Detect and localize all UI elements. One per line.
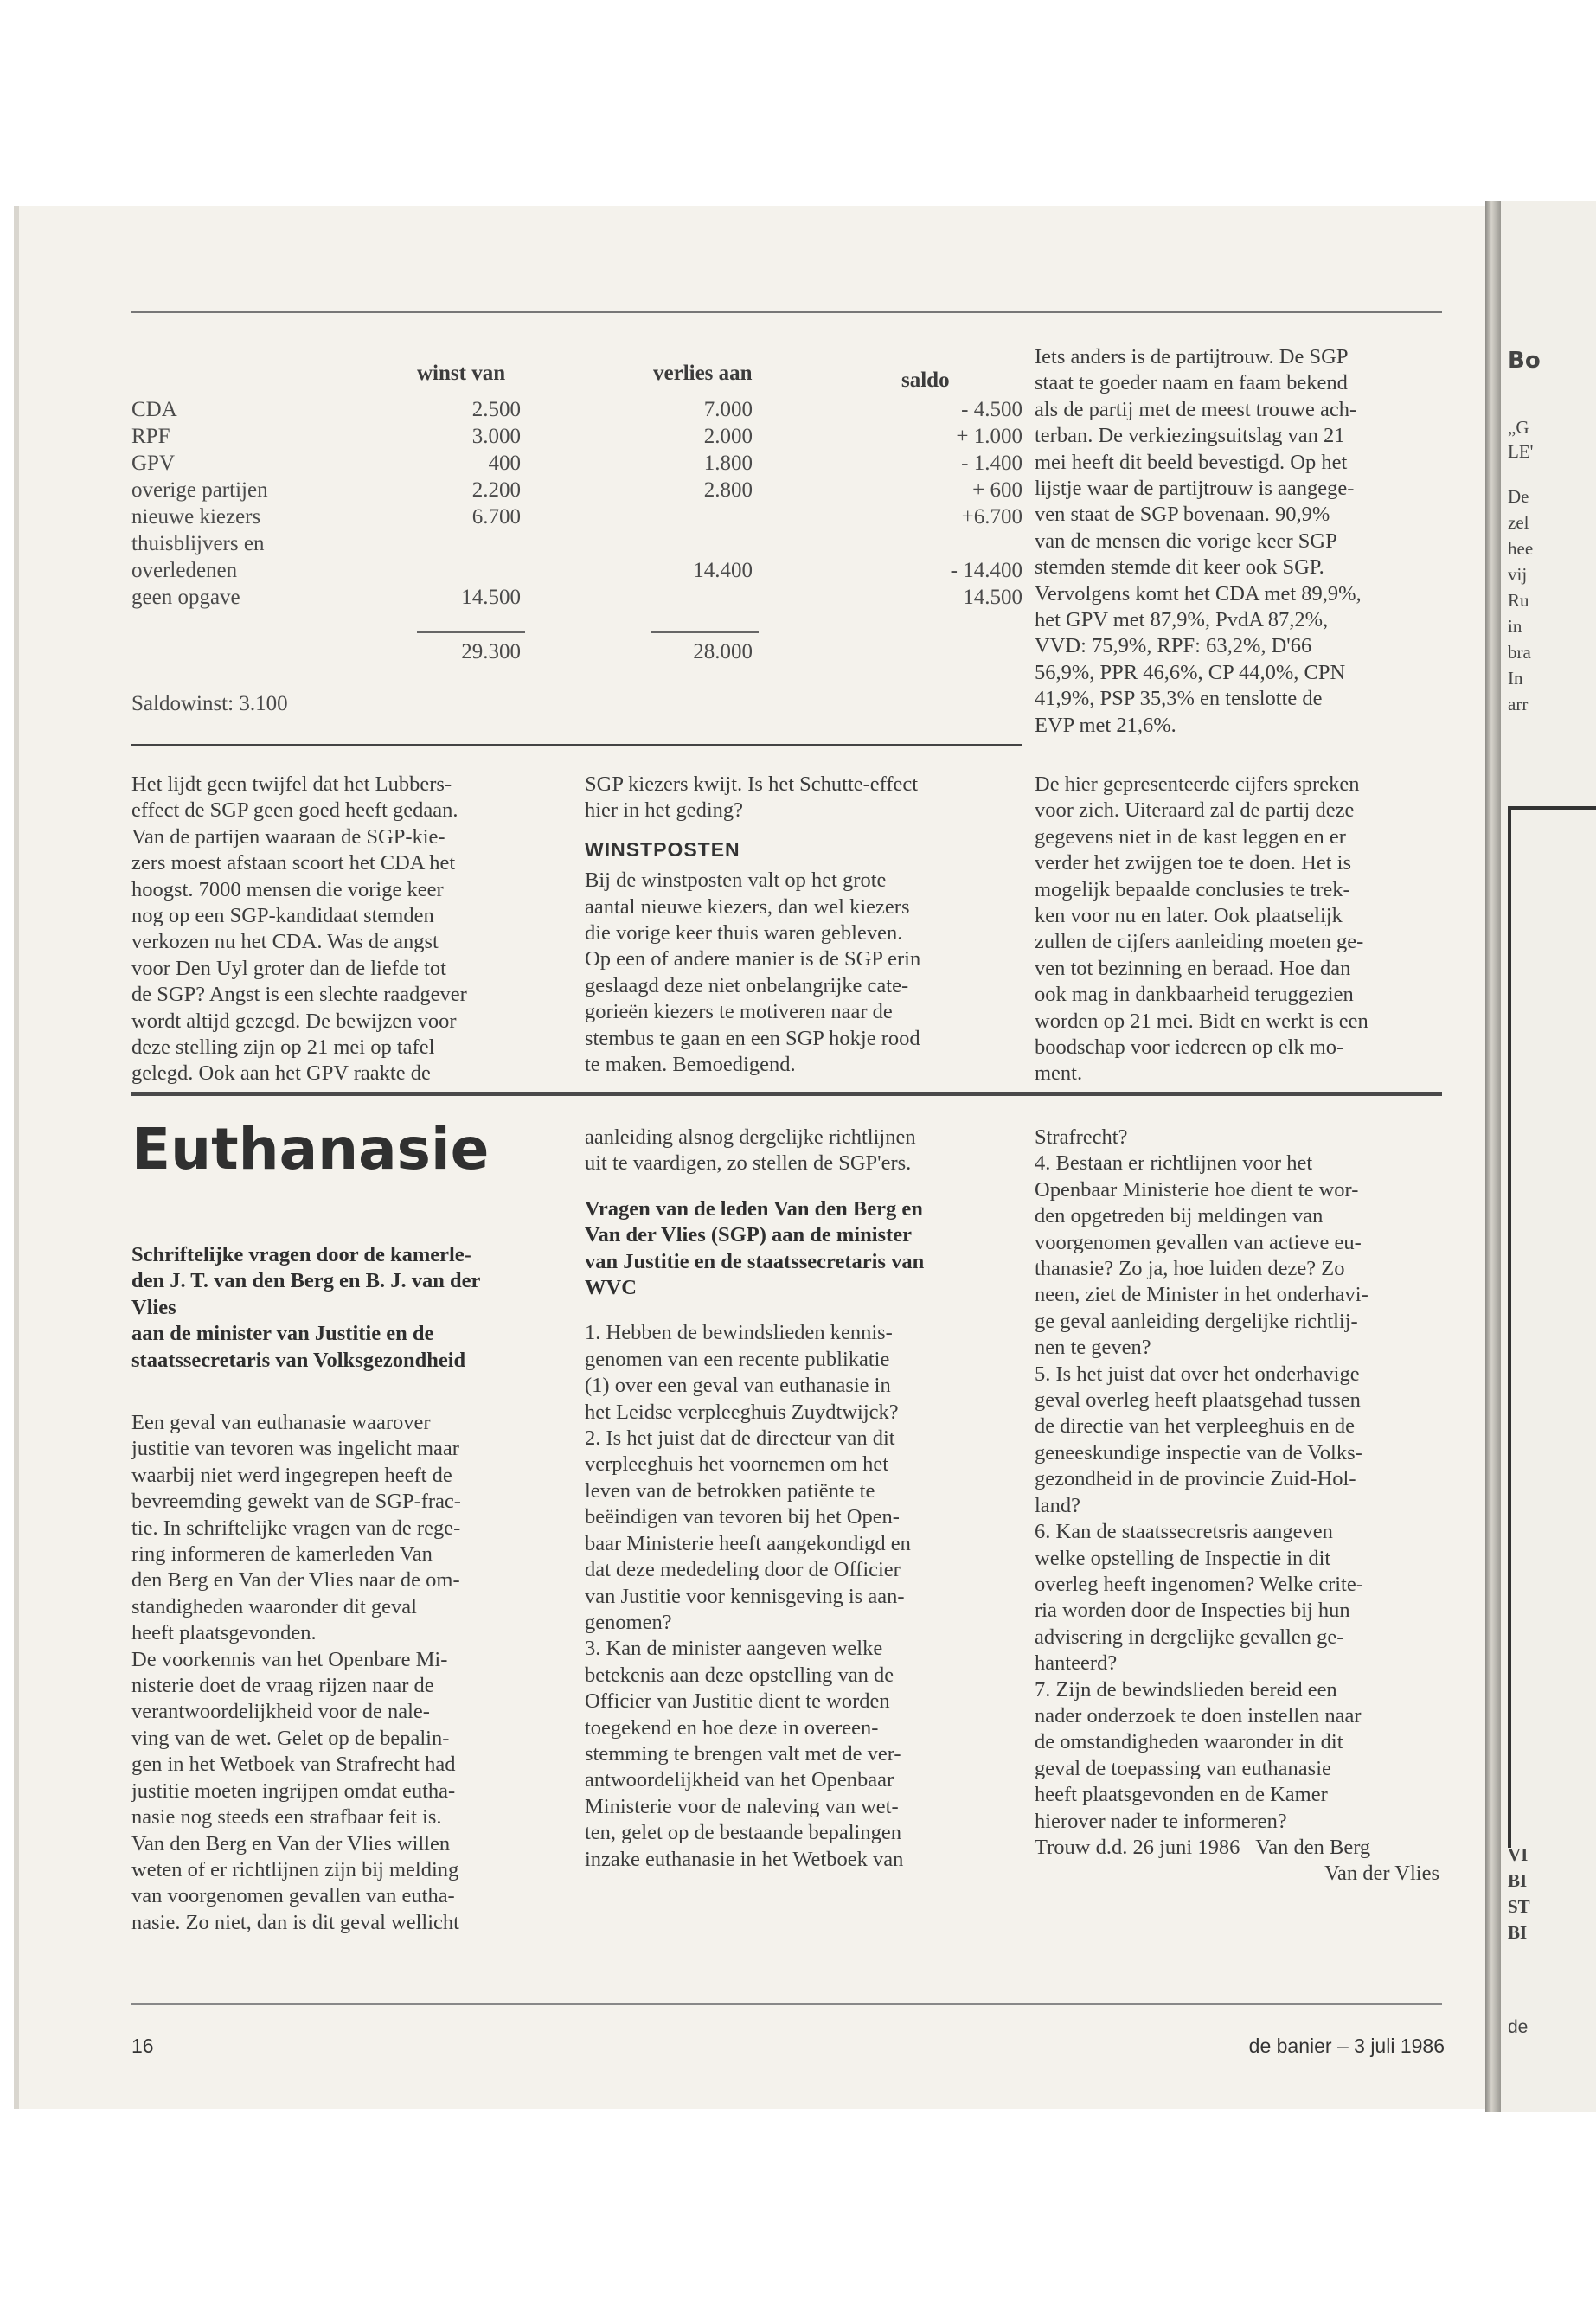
- text-line: voor Den Uyl groter dan de liefde tot: [131, 956, 446, 980]
- table-cell-label: nieuwe kiezers: [131, 505, 261, 529]
- text-line: nasie nog steeds een strafbaar feit is.: [131, 1805, 442, 1830]
- table-cell-label: geen opgave: [131, 586, 240, 609]
- text-line: Op een of andere manier is de SGP erin: [585, 947, 921, 971]
- text-line: VVD: 75,9%, RPF: 63,2%, D'66: [1035, 634, 1312, 658]
- text-line: mogelijk bepaalde conclusies te trek-: [1035, 877, 1350, 901]
- verlies-total: 28.000: [693, 640, 753, 663]
- text-line: voor zich. Uiteraard zal de partij deze: [1035, 798, 1355, 823]
- text-line: hanteerd?: [1035, 1651, 1118, 1676]
- text-line: 4. Bestaan er richtlijnen voor het: [1035, 1151, 1313, 1176]
- text-line: betekenis aan deze opstelling van de: [585, 1663, 894, 1687]
- text-line: Ministerie voor de naleving van wet-: [585, 1794, 899, 1818]
- table-cell-winst: 14.500: [461, 586, 521, 609]
- text-line: de SGP? Angst is een slechte raadgever: [131, 983, 467, 1007]
- text-line: verpleeghuis het voornemen om het: [585, 1452, 889, 1477]
- text-line: Bij de winstposten valt op het grote: [585, 868, 887, 893]
- lubbers-column: [131, 772, 545, 1087]
- table-cell-winst: 2.200: [471, 478, 521, 502]
- table-cell-winst: 400: [488, 452, 521, 475]
- text-line: verkozen nu het CDA. Was de angst: [131, 930, 439, 954]
- text-line: gezondheid in de provincie Zuid-Hol-: [1035, 1467, 1356, 1491]
- next-page-fragment: de: [1508, 2017, 1529, 2037]
- next-page-fragment: in: [1508, 616, 1522, 637]
- table-cell-verlies: 7.000: [703, 398, 753, 421]
- text-line: genomen van een recente publikatie: [585, 1347, 890, 1371]
- table-cell-saldo: + 1.000: [956, 425, 1022, 448]
- text-line: justitie van tevoren was ingelicht maar: [131, 1437, 459, 1461]
- text-line: terban. De verkiezingsuitslag van 21: [1035, 424, 1345, 448]
- text-line: geneeskundige inspectie van de Volks-: [1035, 1440, 1362, 1465]
- text-line: advisering in dergelijke gevallen ge-: [1035, 1625, 1344, 1649]
- text-line: WVC: [585, 1276, 637, 1300]
- text-line: 41,9%, PSP 35,3% en tenslotte de: [1035, 687, 1323, 711]
- text-line: hier in het geding?: [585, 798, 744, 823]
- text-line: justitie moeten ingrijpen omdat eutha-: [131, 1779, 456, 1803]
- text-line: hierover nader te informeren?: [1035, 1809, 1287, 1833]
- text-line: antwoordelijkheid van het Openbaar: [585, 1768, 894, 1792]
- text-line: nader onderzoek te doen instellen naar: [1035, 1703, 1362, 1727]
- table-cell-label: overledenen: [131, 559, 238, 582]
- next-page-edge: [1501, 201, 1596, 2112]
- spacer: [585, 1301, 998, 1320]
- article-column-3: [1035, 1125, 1439, 1888]
- text-line: beëindigen van tevoren bij het Open-: [585, 1505, 900, 1529]
- text-line: als de partij met de meest trouwe ach-: [1035, 397, 1357, 421]
- table-header-winst: winst van: [417, 362, 506, 385]
- text-line: van Justitie en de staatssecretaris van: [585, 1249, 925, 1273]
- next-page-fragment: zel: [1508, 512, 1529, 533]
- next-page-fragment: arr: [1508, 694, 1529, 715]
- text-line: SGP kiezers kwijt. Is het Schutte-effect: [585, 772, 919, 796]
- text-line: Een geval van euthanasie waarover: [131, 1411, 431, 1434]
- text-line: Vervolgens komt het CDA met 89,9%,: [1035, 581, 1362, 606]
- table-cell-saldo: 14.500: [963, 586, 1022, 609]
- text-line: stembus te gaan en een SGP hokje rood: [585, 1026, 920, 1050]
- text-line: welke opstelling de Inspectie in dit: [1035, 1546, 1331, 1570]
- text-line: van Justitie voor kennisgeving is aan-: [585, 1584, 905, 1608]
- next-page-fragment: In: [1508, 668, 1523, 689]
- text-line: nisterie doet de vraag rijzen naar de: [131, 1674, 434, 1698]
- text-line: effect de SGP geen goed heeft gedaan.: [131, 798, 458, 823]
- text-line: zers moest afstaan scoort het CDA het: [131, 851, 456, 875]
- text-line: 3. Kan de minister aangeven welke: [585, 1637, 883, 1661]
- text-line: weten of er richtlijnen zijn bij melding: [131, 1857, 459, 1881]
- text-line: verder het zwijgen toe te doen. Het is: [1035, 851, 1352, 875]
- text-line: dat deze mededeling door de Officier: [585, 1558, 901, 1582]
- winstposten-column: [585, 772, 998, 1078]
- top-rule: [131, 311, 1442, 313]
- text-line: voorgenomen gevallen van actieve eu-: [1035, 1230, 1362, 1254]
- text-line: inzake euthanasie in het Wetboek van: [585, 1847, 904, 1871]
- text-line: uit te vaardigen, zo stellen de SGP'ers.: [585, 1151, 912, 1176]
- text-line: Het lijdt geen twijfel dat het Lubbers-: [131, 772, 452, 796]
- text-line: hoogst. 7000 mensen die vorige keer: [131, 877, 444, 901]
- table-cell-winst: 3.000: [471, 425, 521, 448]
- text-line: nen te geven?: [1035, 1336, 1151, 1360]
- text-line: deze stelling zijn op 21 mei op tafel: [131, 1035, 435, 1060]
- text-line: ving van de wet. Gelet op de bepalin-: [131, 1726, 450, 1750]
- text-line: stemden stemde dit keer ook SGP.: [1035, 555, 1324, 580]
- article-column-2: [585, 1125, 998, 1873]
- text-line: den J. T. van den Berg en B. J. van der: [131, 1269, 481, 1293]
- table-cell-saldo: + 600: [972, 478, 1022, 502]
- text-line: aan de minister van Justitie en de: [131, 1322, 434, 1346]
- text-line: Van de partijen waaraan de SGP-kie-: [131, 824, 445, 849]
- table-cell-winst: 6.700: [471, 505, 521, 529]
- text-line: Van der Vlies: [1324, 1862, 1439, 1886]
- text-line: 6. Kan de staatssecretsris aangeven: [1035, 1520, 1333, 1544]
- text-line: mei heeft dit beeld bevestigd. Op het: [1035, 450, 1348, 474]
- next-page-fragment: VI: [1508, 1844, 1529, 1865]
- next-page-fragment: ST: [1508, 1896, 1530, 1917]
- text-line: 5. Is het juist dat over het onderhavige: [1035, 1362, 1360, 1386]
- text-line: ven staat de SGP bovenaan. 90,9%: [1035, 503, 1330, 527]
- text-line: heeft plaatsgevonden en de Kamer: [1035, 1783, 1328, 1807]
- winst-total: 29.300: [461, 640, 521, 663]
- text-line: leven van de betrokken patiënte te: [585, 1478, 875, 1503]
- table-cell-saldo: - 4.500: [961, 398, 1022, 421]
- text-line: het GPV met 87,9%, PvdA 87,2%,: [1035, 608, 1329, 632]
- page-gutter: [1485, 201, 1501, 2112]
- text-line: 7. Zijn de bewindslieden bereid een: [1035, 1677, 1337, 1702]
- spacer: [585, 1177, 998, 1196]
- next-page-fragment: BI: [1508, 1922, 1528, 1943]
- text-line: ten, gelet op de bestaande bepalingen: [585, 1821, 901, 1845]
- table-cell-verlies: 2.000: [703, 425, 753, 448]
- text-line: heeft plaatsgevonden.: [131, 1621, 317, 1645]
- text-line: worden op 21 mei. Bidt en werkt is een: [1035, 1009, 1368, 1033]
- text-line: Schriftelijke vragen door de kamerle-: [131, 1243, 471, 1266]
- text-line: den Berg en Van der Vlies naar de om-: [131, 1568, 460, 1593]
- text-line: gegevens niet in de kast leggen en er: [1035, 824, 1346, 849]
- text-line: (1) over een geval van euthanasie in: [585, 1374, 891, 1398]
- text-line: EVP met 21,6%.: [1035, 713, 1176, 737]
- table-cell-label: thuisblijvers en: [131, 532, 265, 555]
- text-line: De hier gepresenteerde cijfers spreken: [1035, 772, 1360, 796]
- next-page-fragment: Ru: [1508, 590, 1529, 611]
- text-line: Van den Berg en Van der Vlies willen: [131, 1831, 451, 1856]
- publication-footer: de banier – 3 juli 1986: [1248, 2035, 1445, 2057]
- text-line: aanleiding alsnog dergelijke richtlijnen: [585, 1125, 916, 1149]
- text-line: gen in het Wetboek van Strafrecht had: [131, 1753, 456, 1777]
- table-cell-label: RPF: [131, 425, 170, 448]
- next-page-fragment: LE': [1508, 441, 1534, 462]
- text-line: ring informeren de kamerleden Van: [131, 1542, 433, 1567]
- text-line: Van der Vlies (SGP) aan de minister: [585, 1223, 912, 1247]
- text-line: te maken. Bemoedigend.: [585, 1053, 796, 1077]
- text-line: die vorige keer thuis waren gebleven.: [585, 921, 903, 945]
- conclusie-column: [1035, 772, 1439, 1087]
- text-line: land?: [1035, 1493, 1081, 1517]
- text-line: Strafrecht?: [1035, 1125, 1128, 1149]
- saldowinst: Saldowinst: 3.100: [131, 692, 288, 715]
- table-cell-label: overige partijen: [131, 478, 268, 502]
- table-cell-verlies: 14.400: [693, 559, 753, 582]
- text-line: den opgetreden bij meldingen van: [1035, 1204, 1324, 1228]
- text-line: ook mag in dankbaarheid teruggezien: [1035, 983, 1354, 1007]
- text-line: gelegd. Ook aan het GPV raakte de: [131, 1061, 431, 1086]
- next-page-fragment: De: [1508, 486, 1529, 507]
- article-column-1: [131, 1410, 545, 1936]
- table-cell-verlies: 1.800: [703, 452, 753, 475]
- table-cell-label: CDA: [131, 398, 177, 421]
- table-cell-saldo: +6.700: [961, 505, 1022, 529]
- text-line: geval de toepassing van euthanasie: [1035, 1756, 1331, 1780]
- text-line: Trouw d.d. 26 juni 1986 Van den Berg: [1035, 1835, 1371, 1859]
- text-line: tie. In schriftelijke vragen van de rege-: [131, 1516, 461, 1540]
- table-header-saldo: saldo: [901, 369, 950, 392]
- table-header-verlies: verlies aan: [653, 362, 753, 385]
- next-page-image-frame: [1508, 806, 1596, 1848]
- text-line: Vlies: [131, 1295, 176, 1319]
- text-line: de directie van het verpleeghuis en de: [1035, 1414, 1356, 1439]
- section-divider: [131, 1092, 1442, 1096]
- text-line: Iets anders is de partijtrouw. De SGP: [1035, 345, 1349, 369]
- text-line: stemming te brengen valt met de ver-: [585, 1741, 901, 1766]
- text-line: wordt altijd gezegd. De bewijzen voor: [131, 1009, 457, 1033]
- text-line: staat te goeder naam en faam bekend: [1035, 371, 1348, 395]
- next-page-fragment: BI: [1508, 1870, 1528, 1891]
- table-cell-saldo: - 14.400: [950, 559, 1022, 582]
- text-line: baar Ministerie heeft aangekondigd en: [585, 1531, 911, 1555]
- verlies-total-rule: [651, 631, 759, 633]
- article-byline: [131, 1242, 545, 1374]
- text-line: lijstje waar de partijtrouw is aangege-: [1035, 477, 1355, 501]
- next-page-fragment: hee: [1508, 538, 1534, 559]
- article-headline: Euthanasie: [131, 1116, 490, 1183]
- text-line: nog op een SGP-kandidaat stemden: [131, 904, 434, 928]
- text-line: thanasie? Zo ja, hoe luiden deze? Zo: [1035, 1257, 1345, 1281]
- text-line: zullen de cijfers aanleiding moeten ge-: [1035, 930, 1364, 954]
- text-line: boodschap voor iedereen op elk mo-: [1035, 1035, 1344, 1060]
- text-line: het Leidse verpleeghuis Zuydtwijck?: [585, 1400, 899, 1424]
- text-line: ge geval aanleiding dergelijke richtlij-: [1035, 1309, 1358, 1333]
- text-line: verantwoordelijkheid voor de nale-: [131, 1700, 430, 1724]
- table-cell-verlies: 2.800: [703, 478, 753, 502]
- text-line: ken voor nu en later. Ook plaatselijk: [1035, 904, 1343, 928]
- text-line: standigheden waaronder dit geval: [131, 1594, 417, 1618]
- text-line: 1. Hebben de bewindslieden kennis-: [585, 1321, 893, 1345]
- text-line: nasie. Zo niet, dan is dit geval wellicht: [131, 1910, 459, 1934]
- text-line: 2. Is het juist dat de directeur van dit: [585, 1426, 895, 1451]
- text-line: overleg heeft ingenomen? Welke crite-: [1035, 1572, 1363, 1596]
- text-line: gorieën kiezers te motiveren naar de: [585, 1000, 893, 1024]
- text-line: geval overleg heeft plaatsgehad tussen: [1035, 1388, 1361, 1413]
- text-line: bevreemding gewekt van de SGP-frac-: [131, 1490, 461, 1514]
- next-page-fragment: Bo: [1508, 348, 1541, 374]
- next-page-fragment: „G: [1508, 417, 1529, 438]
- text-line: van voorgenomen gevallen van eutha-: [131, 1884, 455, 1908]
- text-line: genomen?: [585, 1610, 672, 1634]
- table-bottom-rule: [131, 744, 1022, 746]
- text-line: aantal nieuwe kiezers, dan wel kiezers: [585, 894, 910, 919]
- next-page-fragment: bra: [1508, 642, 1531, 663]
- text-line: waarbij niet werd ingegrepen heeft de: [131, 1463, 452, 1487]
- bottom-rule: [131, 2003, 1442, 2005]
- text-line: ria worden door de Inspecties bij hun: [1035, 1599, 1350, 1623]
- text-line: ven tot bezinning en beraad. Hoe dan: [1035, 956, 1351, 980]
- text-line: de omstandigheden waaronder in dit: [1035, 1730, 1343, 1754]
- text-line: De voorkennis van het Openbare Mi-: [131, 1647, 448, 1671]
- winst-total-rule: [417, 631, 525, 633]
- text-line: 56,9%, PPR 46,6%, CP 44,0%, CPN: [1035, 660, 1346, 684]
- text-line: Vragen van de leden Van den Berg en: [585, 1196, 923, 1221]
- text-line: geslaagd deze niet onbelangrijke cate-: [585, 973, 909, 997]
- next-page-fragment: vij: [1508, 564, 1528, 585]
- text-line: Openbaar Ministerie hoe dient te wor-: [1035, 1177, 1359, 1202]
- page-number: 16: [131, 2035, 154, 2057]
- text-line: van de mensen die vorige keer SGP: [1035, 529, 1337, 553]
- text-line: staatssecretaris van Volksgezondheid: [131, 1348, 466, 1372]
- table-cell-saldo: - 1.400: [961, 452, 1022, 475]
- text-line: toegekend en hoe deze in overeen-: [585, 1715, 879, 1740]
- table-cell-label: GPV: [131, 452, 176, 475]
- text-line: WINSTPOSTEN: [585, 837, 740, 861]
- table-cell-winst: 2.500: [471, 398, 521, 421]
- partijtrouw-column: [1035, 344, 1439, 739]
- text-line: neen, ziet de Minister in het onderhavi-: [1035, 1283, 1368, 1307]
- text-line: Officier van Justitie dient te worden: [585, 1689, 890, 1714]
- text-line: ment.: [1035, 1061, 1083, 1086]
